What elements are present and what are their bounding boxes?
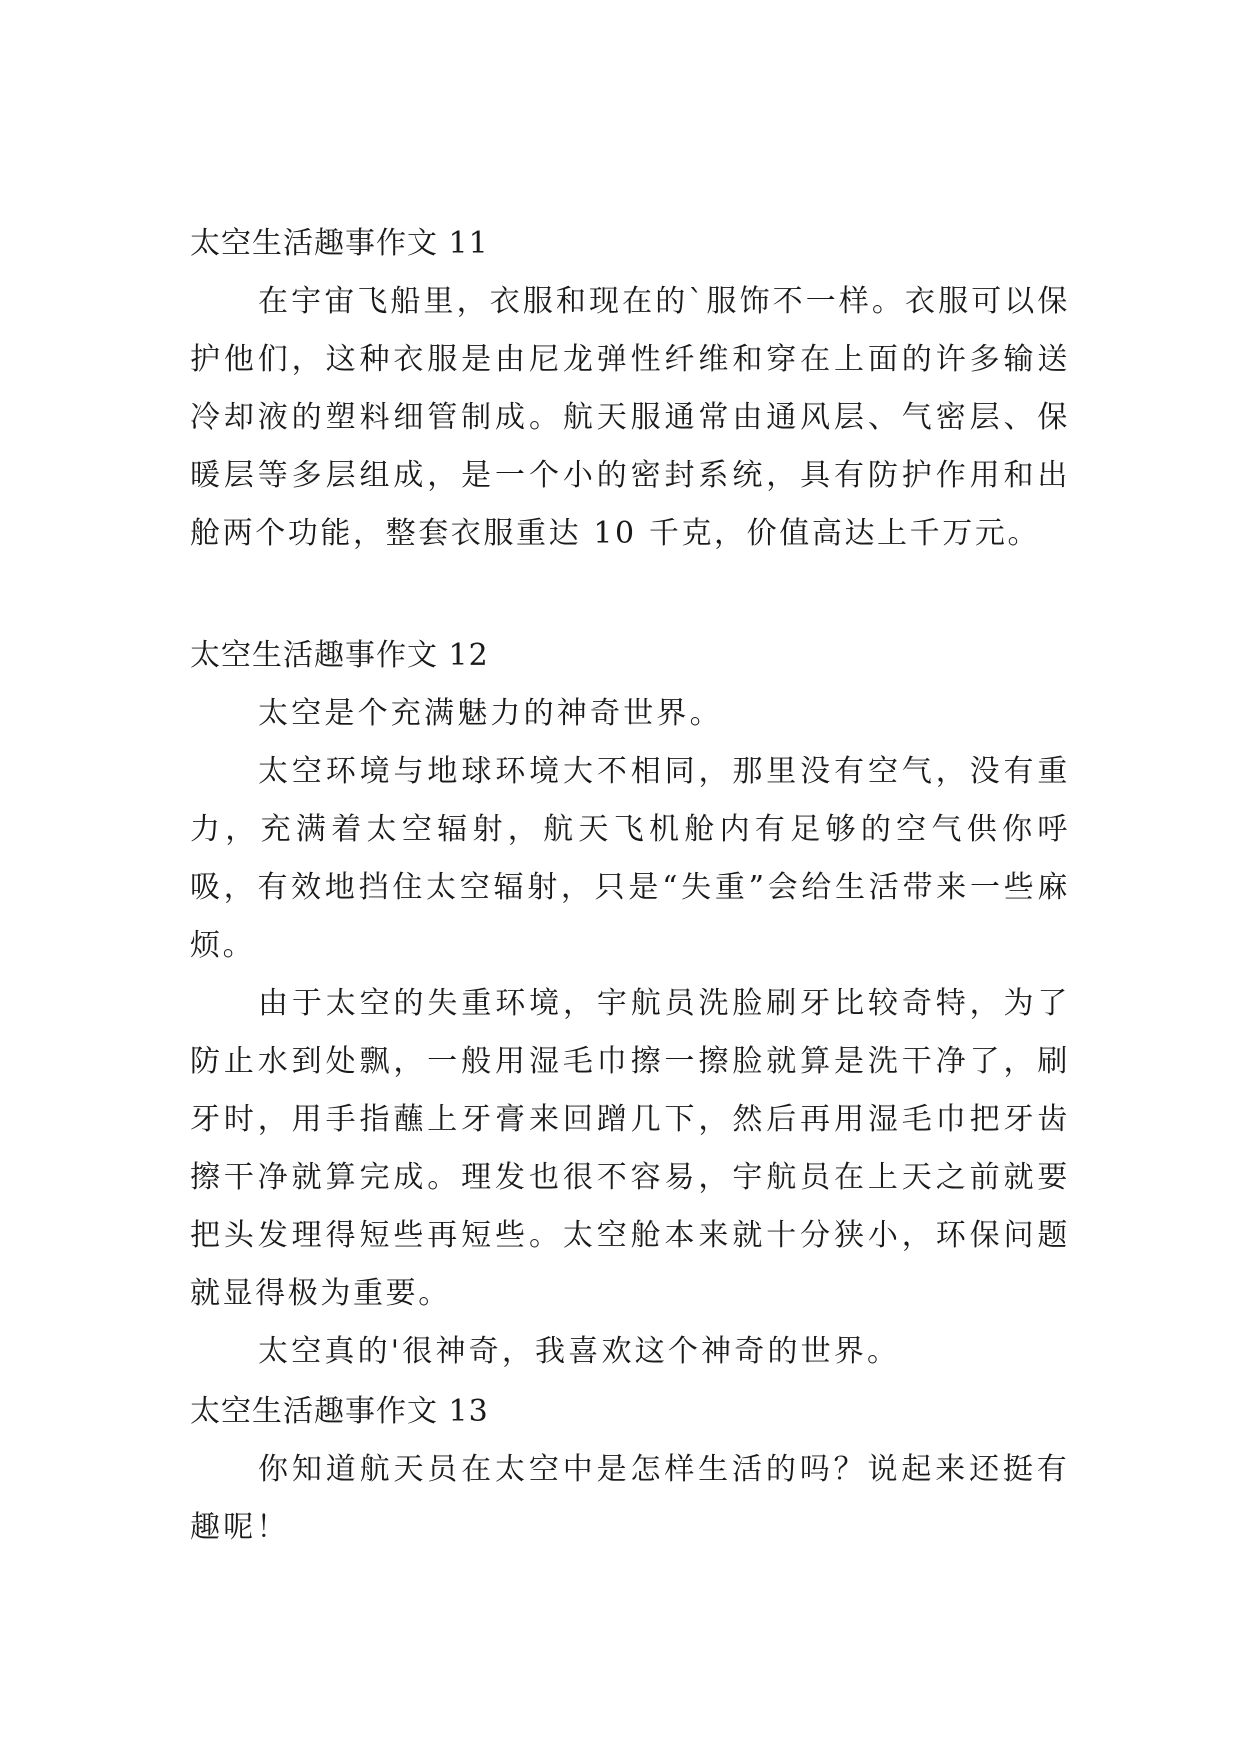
essay-heading: 太空生活趣事作文 13 [190, 1394, 489, 1429]
essay-paragraph: 你知道航天员在太空中是怎样生活的吗？说起来还挺有趣呢！ [190, 1452, 1070, 1545]
essay-heading: 太空生活趣事作文 11 [190, 226, 489, 261]
essay-paragraph: 由于太空的失重环境，宇航员洗脸刷牙比较奇特，为了防止水到处飘，一般用湿毛巾擦一擦脸就算是洗干净了，刷牙时，用手指蘸上牙膏来回蹭几下，然后再用湿毛巾把牙齿擦干净就算完成。理发也很不容易，宇航员在上天之前就要把头发理得短些再短些。太空舱本来就十分狭小，环保问题就显得极为重要。 [190, 986, 1070, 1311]
essay-paragraph: 太空真的'很神奇，我喜欢这个神奇的世界。 [258, 1334, 901, 1369]
essay-section-11 [190, 215, 1070, 563]
essay-paragraph: 太空是个充满魅力的神奇世界。 [258, 696, 723, 731]
essay-heading: 太空生活趣事作文 12 [190, 638, 489, 673]
essay-section-12 [190, 627, 1070, 1381]
essay-paragraph: 在宇宙飞船里，衣服和现在的`服饰不一样。衣服可以保护他们，这种衣服是由尼龙弹性纤维和穿在上面的许多输送冷却液的塑料细管制成。航天服通常由通风层、气密层、保暖层等多层组成，是一个小的密封系统，具有防护作用和出舱两个功能，整套衣服重达 10 千克，价值高达上千万元。 [190, 284, 1070, 551]
essay-paragraph: 太空环境与地球环境大不相同，那里没有空气，没有重力，充满着太空辐射，航天飞机舱内有足够的空气供你呼吸，有效地挡住太空辐射，只是“失重”会给生活带来一些麻烦。 [190, 754, 1070, 963]
essay-section-13 [190, 1383, 1070, 1557]
